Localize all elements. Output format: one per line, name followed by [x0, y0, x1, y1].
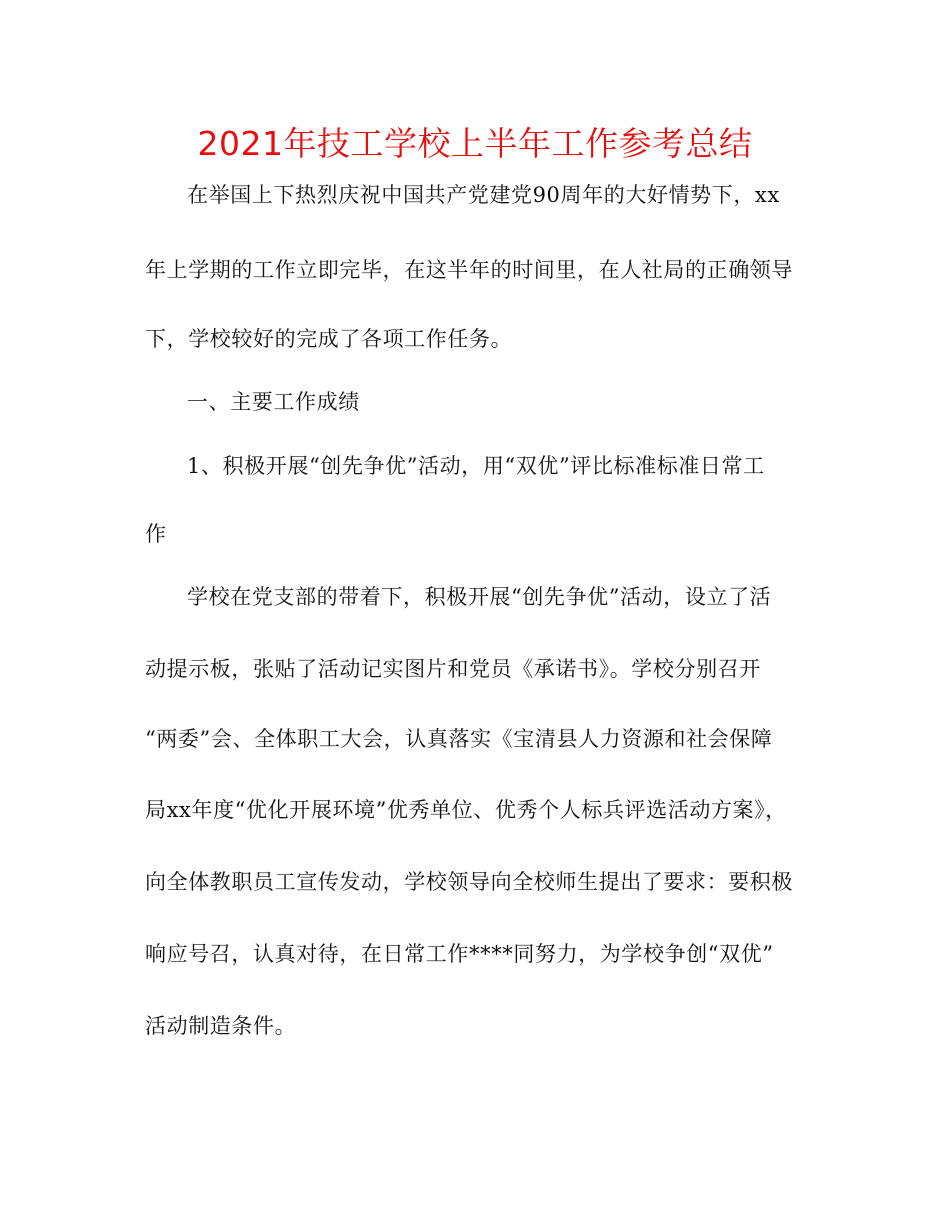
document-title: 2021年技工学校上半年工作参考总结: [197, 124, 753, 163]
paragraph-line: 局xx年度“优化开展环境”优秀单位、优秀个人标兵评选活动方案》，: [145, 798, 787, 822]
paragraph-line: 动提示板，张贴了活动记实图片和党员《承诺书》。学校分别召开: [145, 657, 761, 681]
paragraph-line: 向全体教职员工宣传发动，学校领导向全校师生提出了要求：要积极: [145, 870, 793, 894]
section-heading: 一、主要工作成绩: [187, 390, 360, 414]
paragraph-line: “两委”会、全体职工大会，认真落实《宝清县人力资源和社会保障: [145, 727, 773, 751]
paragraph-line: 年上学期的工作立即完毕，在这半年的时间里，在人社局的正确领导: [145, 258, 793, 282]
paragraph-line: 下，学校较好的完成了各项工作任务。: [145, 327, 513, 351]
paragraph-line: 活动制造条件。: [145, 1014, 297, 1038]
subsection-heading-continued: 作: [145, 522, 167, 546]
paragraph-line: 在举国上下热烈庆祝中国共产党建党90周年的大好情势下，xx: [187, 183, 780, 207]
paragraph-line: 响应号召，认真对待，在日常工作****同努力，为学校争创“双优”: [145, 942, 774, 966]
subsection-heading: 1、积极开展“创先争优”活动，用“双优”评比标准标准日常工: [187, 454, 765, 478]
paragraph-line: 学校在党支部的带着下，积极开展“创先争优”活动，设立了活: [187, 585, 772, 609]
